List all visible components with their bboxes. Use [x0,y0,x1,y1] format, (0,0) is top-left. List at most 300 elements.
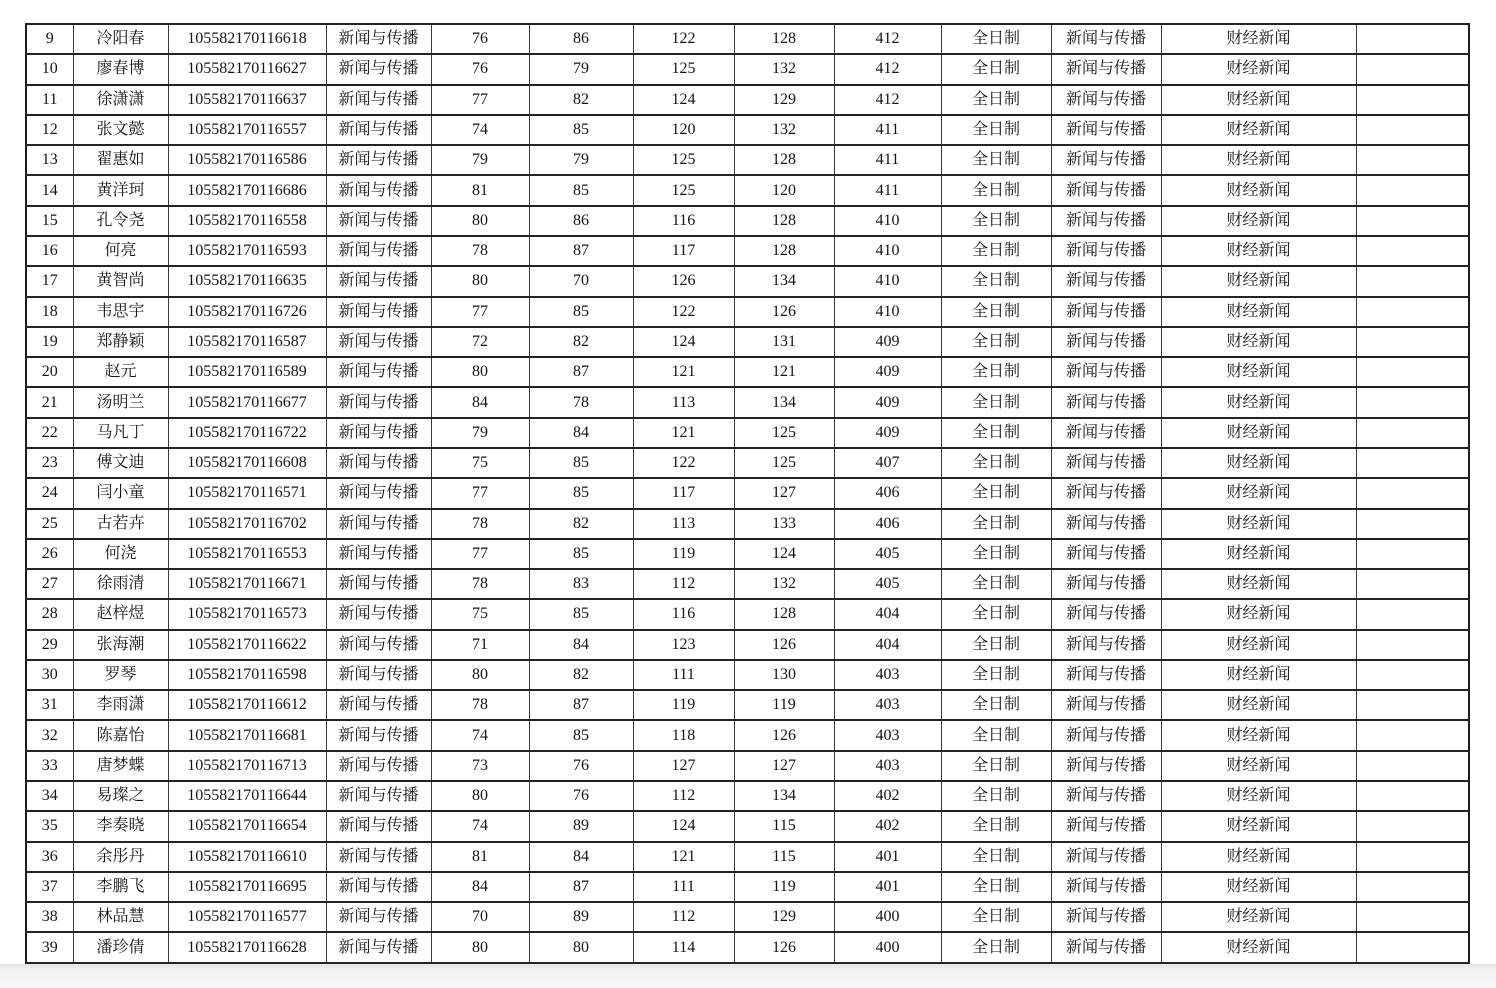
cell-total-score: 411 [834,115,941,145]
cell-total-score: 406 [834,509,941,539]
cell-major: 新闻与传播 [326,54,431,84]
cell-direction: 财经新闻 [1161,297,1356,327]
cell-study-mode: 全日制 [941,115,1051,145]
table-row [26,872,1469,902]
cell-total-score: 404 [834,630,941,660]
cell-program: 新闻与传播 [1051,478,1161,508]
cell-score-2: 82 [529,660,633,690]
cell-score-3: 116 [633,599,734,629]
cell-major: 新闻与传播 [326,811,431,841]
cell-total-score: 410 [834,236,941,266]
cell-rank: 37 [26,872,73,902]
cell-study-mode: 全日制 [941,751,1051,781]
cell-score-4: 126 [734,630,834,660]
cell-name: 陈嘉怡 [73,720,168,750]
cell-name: 李雨潇 [73,690,168,720]
cell-rank: 17 [26,266,73,296]
cell-score-3: 119 [633,690,734,720]
cell-score-1: 84 [431,387,529,417]
cell-exam-id: 105582170116627 [168,54,326,84]
cell-name: 古若卉 [73,509,168,539]
cell-rank: 35 [26,811,73,841]
cell-remark [1356,448,1469,478]
cell-program: 新闻与传播 [1051,509,1161,539]
cell-program: 新闻与传播 [1051,660,1161,690]
cell-exam-id: 105582170116618 [168,24,326,54]
cell-exam-id: 105582170116635 [168,266,326,296]
cell-study-mode: 全日制 [941,387,1051,417]
page-bottom-margin [0,964,1496,988]
cell-score-3: 121 [633,418,734,448]
cell-rank: 23 [26,448,73,478]
cell-score-3: 122 [633,297,734,327]
cell-score-1: 70 [431,902,529,932]
cell-total-score: 405 [834,539,941,569]
cell-score-1: 78 [431,509,529,539]
cell-score-3: 121 [633,357,734,387]
cell-major: 新闻与传播 [326,418,431,448]
cell-program: 新闻与传播 [1051,902,1161,932]
table-row [26,720,1469,750]
cell-major: 新闻与传播 [326,175,431,205]
table-row [26,85,1469,115]
cell-remark [1356,509,1469,539]
cell-score-1: 74 [431,115,529,145]
cell-score-3: 124 [633,811,734,841]
cell-score-4: 119 [734,872,834,902]
cell-major: 新闻与传播 [326,327,431,357]
cell-program: 新闻与传播 [1051,85,1161,115]
table-row [26,206,1469,236]
cell-total-score: 402 [834,781,941,811]
cell-remark [1356,599,1469,629]
cell-program: 新闻与传播 [1051,811,1161,841]
cell-total-score: 400 [834,902,941,932]
table-row [26,630,1469,660]
cell-program: 新闻与传播 [1051,539,1161,569]
cell-remark [1356,387,1469,417]
table-row [26,660,1469,690]
admission-table-body [26,24,1469,963]
cell-score-4: 128 [734,206,834,236]
cell-study-mode: 全日制 [941,418,1051,448]
cell-score-4: 127 [734,478,834,508]
cell-exam-id: 105582170116557 [168,115,326,145]
cell-score-4: 125 [734,418,834,448]
cell-major: 新闻与传播 [326,236,431,266]
cell-major: 新闻与传播 [326,902,431,932]
cell-name: 李奏晓 [73,811,168,841]
cell-score-2: 89 [529,811,633,841]
cell-remark [1356,478,1469,508]
cell-score-3: 127 [633,751,734,781]
cell-score-1: 80 [431,660,529,690]
cell-remark [1356,751,1469,781]
cell-exam-id: 105582170116644 [168,781,326,811]
table-row [26,115,1469,145]
cell-remark [1356,660,1469,690]
cell-direction: 财经新闻 [1161,872,1356,902]
cell-score-1: 74 [431,720,529,750]
cell-score-1: 72 [431,327,529,357]
cell-score-2: 82 [529,509,633,539]
cell-program: 新闻与传播 [1051,630,1161,660]
cell-rank: 29 [26,630,73,660]
cell-rank: 15 [26,206,73,236]
cell-direction: 财经新闻 [1161,236,1356,266]
cell-name: 何浇 [73,539,168,569]
cell-exam-id: 105582170116722 [168,418,326,448]
cell-score-1: 79 [431,145,529,175]
cell-program: 新闻与传播 [1051,54,1161,84]
cell-score-1: 78 [431,690,529,720]
cell-score-4: 128 [734,236,834,266]
cell-score-1: 80 [431,266,529,296]
cell-name: 汤明兰 [73,387,168,417]
cell-major: 新闻与传播 [326,872,431,902]
cell-score-1: 77 [431,539,529,569]
cell-direction: 财经新闻 [1161,539,1356,569]
table-row [26,387,1469,417]
cell-direction: 财经新闻 [1161,54,1356,84]
cell-score-1: 76 [431,24,529,54]
cell-rank: 32 [26,720,73,750]
cell-score-1: 77 [431,85,529,115]
cell-study-mode: 全日制 [941,357,1051,387]
cell-score-2: 84 [529,630,633,660]
cell-name: 余彤丹 [73,842,168,872]
cell-score-1: 77 [431,297,529,327]
cell-rank: 33 [26,751,73,781]
cell-major: 新闻与传播 [326,24,431,54]
cell-exam-id: 105582170116553 [168,539,326,569]
cell-study-mode: 全日制 [941,24,1051,54]
table-row [26,690,1469,720]
cell-score-3: 116 [633,206,734,236]
cell-exam-id: 105582170116558 [168,206,326,236]
cell-direction: 财经新闻 [1161,842,1356,872]
cell-program: 新闻与传播 [1051,387,1161,417]
table-row [26,932,1469,963]
cell-score-2: 83 [529,569,633,599]
cell-total-score: 404 [834,599,941,629]
cell-direction: 财经新闻 [1161,509,1356,539]
cell-exam-id: 105582170116677 [168,387,326,417]
cell-exam-id: 105582170116612 [168,690,326,720]
cell-rank: 27 [26,569,73,599]
cell-total-score: 403 [834,690,941,720]
cell-score-4: 132 [734,54,834,84]
cell-remark [1356,206,1469,236]
cell-score-4: 115 [734,842,834,872]
cell-score-2: 82 [529,327,633,357]
cell-program: 新闻与传播 [1051,175,1161,205]
cell-score-1: 80 [431,357,529,387]
cell-total-score: 403 [834,720,941,750]
cell-score-2: 85 [529,720,633,750]
cell-score-2: 87 [529,690,633,720]
cell-major: 新闻与传播 [326,145,431,175]
cell-rank: 34 [26,781,73,811]
cell-rank: 14 [26,175,73,205]
cell-name: 潘珍倩 [73,932,168,963]
cell-study-mode: 全日制 [941,811,1051,841]
cell-total-score: 410 [834,297,941,327]
cell-remark [1356,630,1469,660]
cell-program: 新闻与传播 [1051,115,1161,145]
cell-score-3: 122 [633,24,734,54]
cell-program: 新闻与传播 [1051,266,1161,296]
cell-score-3: 118 [633,720,734,750]
cell-major: 新闻与传播 [326,932,431,963]
cell-program: 新闻与传播 [1051,297,1161,327]
cell-score-4: 134 [734,781,834,811]
cell-direction: 财经新闻 [1161,569,1356,599]
cell-study-mode: 全日制 [941,327,1051,357]
cell-study-mode: 全日制 [941,932,1051,963]
cell-score-1: 81 [431,175,529,205]
cell-direction: 财经新闻 [1161,266,1356,296]
cell-exam-id: 105582170116608 [168,448,326,478]
cell-name: 赵梓煜 [73,599,168,629]
cell-rank: 12 [26,115,73,145]
cell-score-3: 111 [633,872,734,902]
table-row [26,539,1469,569]
cell-study-mode: 全日制 [941,872,1051,902]
cell-score-4: 127 [734,751,834,781]
cell-study-mode: 全日制 [941,145,1051,175]
cell-study-mode: 全日制 [941,85,1051,115]
cell-exam-id: 105582170116637 [168,85,326,115]
cell-total-score: 409 [834,387,941,417]
admission-score-table [25,23,1470,964]
cell-study-mode: 全日制 [941,266,1051,296]
cell-program: 新闻与传播 [1051,24,1161,54]
cell-total-score: 403 [834,751,941,781]
cell-score-2: 87 [529,872,633,902]
cell-major: 新闻与传播 [326,297,431,327]
cell-direction: 财经新闻 [1161,418,1356,448]
cell-total-score: 412 [834,54,941,84]
cell-exam-id: 105582170116586 [168,145,326,175]
cell-exam-id: 105582170116610 [168,842,326,872]
cell-exam-id: 105582170116598 [168,660,326,690]
cell-score-2: 85 [529,599,633,629]
cell-remark [1356,872,1469,902]
cell-direction: 财经新闻 [1161,932,1356,963]
table-row [26,54,1469,84]
cell-program: 新闻与传播 [1051,842,1161,872]
cell-program: 新闻与传播 [1051,599,1161,629]
table-row [26,599,1469,629]
cell-remark [1356,357,1469,387]
cell-major: 新闻与传播 [326,690,431,720]
cell-rank: 26 [26,539,73,569]
cell-score-4: 129 [734,85,834,115]
table-row [26,297,1469,327]
cell-score-2: 80 [529,932,633,963]
cell-direction: 财经新闻 [1161,175,1356,205]
cell-rank: 24 [26,478,73,508]
cell-rank: 36 [26,842,73,872]
cell-remark [1356,720,1469,750]
table-row [26,811,1469,841]
cell-program: 新闻与传播 [1051,569,1161,599]
cell-study-mode: 全日制 [941,781,1051,811]
cell-major: 新闻与传播 [326,599,431,629]
cell-study-mode: 全日制 [941,175,1051,205]
cell-major: 新闻与传播 [326,660,431,690]
cell-total-score: 405 [834,569,941,599]
cell-name: 李鹏飞 [73,872,168,902]
cell-total-score: 409 [834,418,941,448]
cell-score-1: 73 [431,751,529,781]
cell-remark [1356,690,1469,720]
cell-exam-id: 105582170116713 [168,751,326,781]
cell-remark [1356,24,1469,54]
cell-score-2: 86 [529,24,633,54]
table-row [26,24,1469,54]
cell-exam-id: 105582170116587 [168,327,326,357]
cell-score-1: 71 [431,630,529,660]
cell-name: 徐潇潇 [73,85,168,115]
cell-score-1: 75 [431,448,529,478]
cell-score-3: 117 [633,478,734,508]
cell-exam-id: 105582170116654 [168,811,326,841]
cell-remark [1356,539,1469,569]
cell-score-3: 124 [633,327,734,357]
cell-exam-id: 105582170116671 [168,569,326,599]
cell-score-3: 122 [633,448,734,478]
cell-total-score: 412 [834,85,941,115]
cell-rank: 39 [26,932,73,963]
cell-major: 新闻与传播 [326,115,431,145]
cell-score-2: 85 [529,478,633,508]
cell-score-1: 75 [431,599,529,629]
cell-rank: 31 [26,690,73,720]
cell-direction: 财经新闻 [1161,660,1356,690]
cell-score-1: 77 [431,478,529,508]
cell-exam-id: 105582170116702 [168,509,326,539]
cell-major: 新闻与传播 [326,630,431,660]
cell-direction: 财经新闻 [1161,630,1356,660]
cell-study-mode: 全日制 [941,478,1051,508]
cell-study-mode: 全日制 [941,236,1051,266]
table-row [26,145,1469,175]
cell-direction: 财经新闻 [1161,145,1356,175]
table-row [26,357,1469,387]
cell-study-mode: 全日制 [941,842,1051,872]
cell-name: 孔令尧 [73,206,168,236]
cell-score-4: 119 [734,690,834,720]
cell-score-2: 85 [529,297,633,327]
cell-remark [1356,569,1469,599]
cell-score-2: 79 [529,145,633,175]
cell-remark [1356,327,1469,357]
cell-name: 罗琴 [73,660,168,690]
cell-program: 新闻与传播 [1051,872,1161,902]
cell-rank: 10 [26,54,73,84]
cell-direction: 财经新闻 [1161,387,1356,417]
cell-score-4: 121 [734,357,834,387]
cell-direction: 财经新闻 [1161,720,1356,750]
cell-remark [1356,932,1469,963]
cell-rank: 16 [26,236,73,266]
cell-score-1: 84 [431,872,529,902]
cell-study-mode: 全日制 [941,902,1051,932]
cell-major: 新闻与传播 [326,720,431,750]
cell-direction: 财经新闻 [1161,327,1356,357]
cell-name: 韦思宇 [73,297,168,327]
table-row [26,842,1469,872]
cell-exam-id: 105582170116726 [168,297,326,327]
cell-score-1: 76 [431,54,529,84]
cell-score-3: 112 [633,902,734,932]
cell-total-score: 409 [834,327,941,357]
cell-name: 闫小童 [73,478,168,508]
cell-name: 张文懿 [73,115,168,145]
cell-name: 何亮 [73,236,168,266]
cell-total-score: 402 [834,811,941,841]
cell-score-1: 79 [431,418,529,448]
cell-score-2: 89 [529,902,633,932]
cell-score-4: 126 [734,932,834,963]
cell-score-1: 80 [431,781,529,811]
cell-rank: 18 [26,297,73,327]
cell-major: 新闻与传播 [326,85,431,115]
cell-direction: 财经新闻 [1161,781,1356,811]
cell-score-2: 76 [529,781,633,811]
cell-score-2: 85 [529,175,633,205]
cell-score-1: 78 [431,236,529,266]
cell-program: 新闻与传播 [1051,751,1161,781]
cell-score-4: 134 [734,266,834,296]
cell-study-mode: 全日制 [941,54,1051,84]
cell-score-2: 76 [529,751,633,781]
cell-score-2: 78 [529,387,633,417]
cell-major: 新闻与传播 [326,206,431,236]
cell-study-mode: 全日制 [941,630,1051,660]
cell-score-2: 87 [529,236,633,266]
cell-score-4: 133 [734,509,834,539]
cell-program: 新闻与传播 [1051,357,1161,387]
cell-remark [1356,297,1469,327]
cell-major: 新闻与传播 [326,781,431,811]
table-row [26,509,1469,539]
cell-exam-id: 105582170116573 [168,599,326,629]
cell-name: 马凡丁 [73,418,168,448]
cell-direction: 财经新闻 [1161,690,1356,720]
cell-remark [1356,418,1469,448]
cell-remark [1356,85,1469,115]
cell-major: 新闻与传播 [326,539,431,569]
cell-study-mode: 全日制 [941,448,1051,478]
cell-program: 新闻与传播 [1051,448,1161,478]
cell-program: 新闻与传播 [1051,781,1161,811]
cell-total-score: 411 [834,145,941,175]
cell-direction: 财经新闻 [1161,24,1356,54]
cell-score-3: 126 [633,266,734,296]
cell-direction: 财经新闻 [1161,448,1356,478]
cell-direction: 财经新闻 [1161,902,1356,932]
cell-rank: 13 [26,145,73,175]
cell-score-2: 84 [529,418,633,448]
cell-program: 新闻与传播 [1051,932,1161,963]
table-row [26,418,1469,448]
cell-score-4: 126 [734,297,834,327]
cell-rank: 22 [26,418,73,448]
cell-exam-id: 105582170116681 [168,720,326,750]
